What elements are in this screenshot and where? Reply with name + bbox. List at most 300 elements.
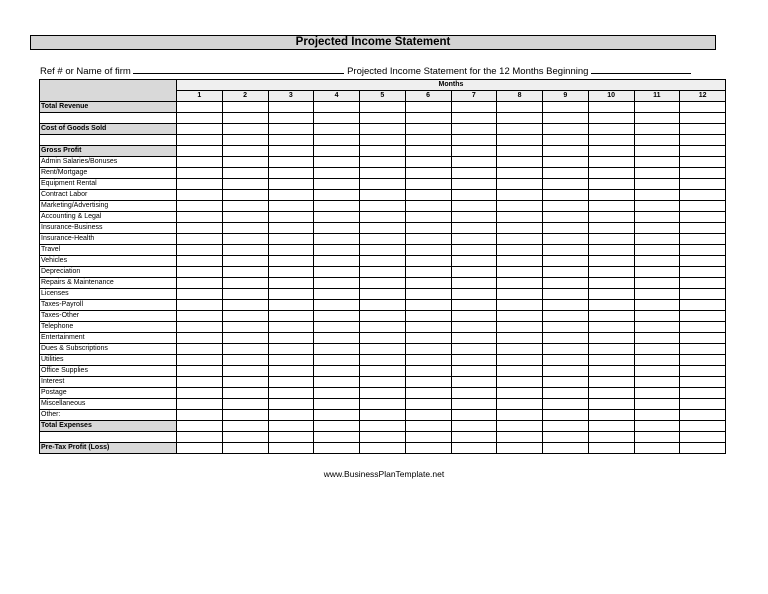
value-cell[interactable] xyxy=(497,102,543,113)
value-cell[interactable] xyxy=(680,212,726,223)
value-cell[interactable] xyxy=(360,157,406,168)
value-cell[interactable] xyxy=(680,443,726,454)
value-cell[interactable] xyxy=(634,223,680,234)
value-cell[interactable] xyxy=(497,300,543,311)
value-cell[interactable] xyxy=(268,410,314,421)
value-cell[interactable] xyxy=(497,443,543,454)
value-cell[interactable] xyxy=(451,333,497,344)
value-cell[interactable] xyxy=(588,300,634,311)
value-cell[interactable] xyxy=(543,289,589,300)
value-cell[interactable] xyxy=(588,201,634,212)
value-cell[interactable] xyxy=(405,443,451,454)
value-cell[interactable] xyxy=(588,267,634,278)
value-cell[interactable] xyxy=(680,432,726,443)
value-cell[interactable] xyxy=(268,223,314,234)
value-cell[interactable] xyxy=(177,223,223,234)
value-cell[interactable] xyxy=(451,212,497,223)
value-cell[interactable] xyxy=(314,146,360,157)
value-cell[interactable] xyxy=(634,201,680,212)
value-cell[interactable] xyxy=(634,245,680,256)
value-cell[interactable] xyxy=(497,201,543,212)
value-cell[interactable] xyxy=(588,443,634,454)
value-cell[interactable] xyxy=(222,267,268,278)
value-cell[interactable] xyxy=(405,190,451,201)
value-cell[interactable] xyxy=(177,245,223,256)
value-cell[interactable] xyxy=(451,289,497,300)
value-cell[interactable] xyxy=(314,278,360,289)
value-cell[interactable] xyxy=(543,377,589,388)
value-cell[interactable] xyxy=(268,168,314,179)
value-cell[interactable] xyxy=(405,421,451,432)
value-cell[interactable] xyxy=(360,135,406,146)
value-cell[interactable] xyxy=(543,311,589,322)
value-cell[interactable] xyxy=(588,355,634,366)
value-cell[interactable] xyxy=(588,113,634,124)
value-cell[interactable] xyxy=(451,300,497,311)
value-cell[interactable] xyxy=(177,179,223,190)
value-cell[interactable] xyxy=(634,311,680,322)
value-cell[interactable] xyxy=(177,168,223,179)
value-cell[interactable] xyxy=(543,432,589,443)
value-cell[interactable] xyxy=(314,201,360,212)
value-cell[interactable] xyxy=(543,234,589,245)
value-cell[interactable] xyxy=(634,300,680,311)
value-cell[interactable] xyxy=(680,278,726,289)
value-cell[interactable] xyxy=(543,322,589,333)
value-cell[interactable] xyxy=(588,223,634,234)
value-cell[interactable] xyxy=(543,278,589,289)
value-cell[interactable] xyxy=(222,300,268,311)
value-cell[interactable] xyxy=(222,355,268,366)
value-cell[interactable] xyxy=(634,212,680,223)
value-cell[interactable] xyxy=(588,421,634,432)
value-cell[interactable] xyxy=(680,245,726,256)
value-cell[interactable] xyxy=(222,432,268,443)
value-cell[interactable] xyxy=(314,124,360,135)
value-cell[interactable] xyxy=(177,388,223,399)
value-cell[interactable] xyxy=(222,311,268,322)
value-cell[interactable] xyxy=(360,355,406,366)
value-cell[interactable] xyxy=(314,300,360,311)
value-cell[interactable] xyxy=(451,234,497,245)
value-cell[interactable] xyxy=(222,245,268,256)
value-cell[interactable] xyxy=(314,366,360,377)
value-cell[interactable] xyxy=(360,366,406,377)
value-cell[interactable] xyxy=(588,289,634,300)
value-cell[interactable] xyxy=(222,223,268,234)
value-cell[interactable] xyxy=(680,366,726,377)
value-cell[interactable] xyxy=(451,245,497,256)
value-cell[interactable] xyxy=(543,421,589,432)
value-cell[interactable] xyxy=(222,234,268,245)
value-cell[interactable] xyxy=(497,311,543,322)
value-cell[interactable] xyxy=(451,124,497,135)
value-cell[interactable] xyxy=(222,388,268,399)
value-cell[interactable] xyxy=(360,443,406,454)
value-cell[interactable] xyxy=(451,190,497,201)
value-cell[interactable] xyxy=(222,421,268,432)
value-cell[interactable] xyxy=(360,377,406,388)
value-cell[interactable] xyxy=(360,223,406,234)
value-cell[interactable] xyxy=(497,234,543,245)
value-cell[interactable] xyxy=(268,124,314,135)
value-cell[interactable] xyxy=(360,300,406,311)
value-cell[interactable] xyxy=(314,135,360,146)
value-cell[interactable] xyxy=(543,300,589,311)
value-cell[interactable] xyxy=(634,399,680,410)
value-cell[interactable] xyxy=(314,421,360,432)
value-cell[interactable] xyxy=(634,102,680,113)
value-cell[interactable] xyxy=(405,322,451,333)
value-cell[interactable] xyxy=(222,168,268,179)
value-cell[interactable] xyxy=(634,278,680,289)
value-cell[interactable] xyxy=(222,344,268,355)
value-cell[interactable] xyxy=(360,179,406,190)
value-cell[interactable] xyxy=(314,377,360,388)
value-cell[interactable] xyxy=(177,102,223,113)
value-cell[interactable] xyxy=(680,344,726,355)
value-cell[interactable] xyxy=(268,179,314,190)
value-cell[interactable] xyxy=(543,190,589,201)
value-cell[interactable] xyxy=(543,399,589,410)
value-cell[interactable] xyxy=(268,421,314,432)
value-cell[interactable] xyxy=(543,124,589,135)
value-cell[interactable] xyxy=(360,278,406,289)
value-cell[interactable] xyxy=(497,278,543,289)
value-cell[interactable] xyxy=(314,432,360,443)
value-cell[interactable] xyxy=(405,223,451,234)
value-cell[interactable] xyxy=(405,113,451,124)
value-cell[interactable] xyxy=(314,256,360,267)
value-cell[interactable] xyxy=(360,399,406,410)
value-cell[interactable] xyxy=(680,289,726,300)
value-cell[interactable] xyxy=(314,157,360,168)
value-cell[interactable] xyxy=(222,135,268,146)
value-cell[interactable] xyxy=(405,157,451,168)
value-cell[interactable] xyxy=(222,146,268,157)
value-cell[interactable] xyxy=(268,190,314,201)
value-cell[interactable] xyxy=(268,311,314,322)
value-cell[interactable] xyxy=(451,113,497,124)
value-cell[interactable] xyxy=(268,355,314,366)
value-cell[interactable] xyxy=(543,212,589,223)
value-cell[interactable] xyxy=(177,135,223,146)
value-cell[interactable] xyxy=(543,157,589,168)
value-cell[interactable] xyxy=(360,124,406,135)
value-cell[interactable] xyxy=(360,311,406,322)
value-cell[interactable] xyxy=(360,333,406,344)
value-cell[interactable] xyxy=(314,333,360,344)
value-cell[interactable] xyxy=(222,157,268,168)
value-cell[interactable] xyxy=(177,432,223,443)
value-cell[interactable] xyxy=(588,377,634,388)
value-cell[interactable] xyxy=(268,102,314,113)
value-cell[interactable] xyxy=(497,146,543,157)
value-cell[interactable] xyxy=(222,410,268,421)
value-cell[interactable] xyxy=(268,443,314,454)
value-cell[interactable] xyxy=(680,234,726,245)
value-cell[interactable] xyxy=(360,267,406,278)
value-cell[interactable] xyxy=(222,124,268,135)
value-cell[interactable] xyxy=(543,135,589,146)
value-cell[interactable] xyxy=(680,267,726,278)
value-cell[interactable] xyxy=(497,113,543,124)
value-cell[interactable] xyxy=(451,399,497,410)
value-cell[interactable] xyxy=(588,146,634,157)
value-cell[interactable] xyxy=(222,102,268,113)
value-cell[interactable] xyxy=(680,256,726,267)
value-cell[interactable] xyxy=(543,410,589,421)
value-cell[interactable] xyxy=(405,355,451,366)
value-cell[interactable] xyxy=(314,355,360,366)
value-cell[interactable] xyxy=(451,443,497,454)
value-cell[interactable] xyxy=(405,146,451,157)
value-cell[interactable] xyxy=(497,399,543,410)
value-cell[interactable] xyxy=(222,190,268,201)
value-cell[interactable] xyxy=(268,377,314,388)
value-cell[interactable] xyxy=(177,113,223,124)
value-cell[interactable] xyxy=(222,322,268,333)
value-cell[interactable] xyxy=(680,410,726,421)
value-cell[interactable] xyxy=(634,168,680,179)
value-cell[interactable] xyxy=(588,179,634,190)
value-cell[interactable] xyxy=(497,289,543,300)
value-cell[interactable] xyxy=(222,399,268,410)
value-cell[interactable] xyxy=(497,333,543,344)
value-cell[interactable] xyxy=(497,157,543,168)
value-cell[interactable] xyxy=(314,179,360,190)
value-cell[interactable] xyxy=(680,399,726,410)
value-cell[interactable] xyxy=(222,113,268,124)
value-cell[interactable] xyxy=(314,234,360,245)
value-cell[interactable] xyxy=(314,289,360,300)
value-cell[interactable] xyxy=(222,443,268,454)
value-cell[interactable] xyxy=(177,377,223,388)
value-cell[interactable] xyxy=(314,212,360,223)
value-cell[interactable] xyxy=(634,267,680,278)
value-cell[interactable] xyxy=(634,366,680,377)
value-cell[interactable] xyxy=(405,179,451,190)
value-cell[interactable] xyxy=(405,311,451,322)
value-cell[interactable] xyxy=(543,168,589,179)
value-cell[interactable] xyxy=(497,168,543,179)
value-cell[interactable] xyxy=(405,135,451,146)
value-cell[interactable] xyxy=(543,201,589,212)
value-cell[interactable] xyxy=(314,267,360,278)
value-cell[interactable] xyxy=(222,366,268,377)
value-cell[interactable] xyxy=(680,168,726,179)
value-cell[interactable] xyxy=(680,157,726,168)
value-cell[interactable] xyxy=(680,421,726,432)
value-cell[interactable] xyxy=(588,432,634,443)
value-cell[interactable] xyxy=(588,234,634,245)
value-cell[interactable] xyxy=(680,311,726,322)
value-cell[interactable] xyxy=(634,432,680,443)
value-cell[interactable] xyxy=(451,179,497,190)
value-cell[interactable] xyxy=(451,377,497,388)
value-cell[interactable] xyxy=(588,245,634,256)
value-cell[interactable] xyxy=(360,245,406,256)
value-cell[interactable] xyxy=(268,333,314,344)
value-cell[interactable] xyxy=(451,432,497,443)
value-cell[interactable] xyxy=(451,366,497,377)
value-cell[interactable] xyxy=(588,168,634,179)
value-cell[interactable] xyxy=(634,355,680,366)
value-cell[interactable] xyxy=(405,388,451,399)
value-cell[interactable] xyxy=(634,190,680,201)
value-cell[interactable] xyxy=(634,344,680,355)
value-cell[interactable] xyxy=(268,135,314,146)
value-cell[interactable] xyxy=(360,410,406,421)
value-cell[interactable] xyxy=(497,245,543,256)
value-cell[interactable] xyxy=(405,432,451,443)
value-cell[interactable] xyxy=(360,212,406,223)
value-cell[interactable] xyxy=(268,399,314,410)
value-cell[interactable] xyxy=(177,399,223,410)
value-cell[interactable] xyxy=(497,124,543,135)
value-cell[interactable] xyxy=(588,278,634,289)
value-cell[interactable] xyxy=(268,289,314,300)
value-cell[interactable] xyxy=(405,201,451,212)
value-cell[interactable] xyxy=(634,322,680,333)
value-cell[interactable] xyxy=(222,289,268,300)
value-cell[interactable] xyxy=(543,388,589,399)
value-cell[interactable] xyxy=(543,113,589,124)
value-cell[interactable] xyxy=(497,388,543,399)
value-cell[interactable] xyxy=(451,157,497,168)
value-cell[interactable] xyxy=(543,443,589,454)
value-cell[interactable] xyxy=(543,256,589,267)
value-cell[interactable] xyxy=(680,333,726,344)
value-cell[interactable] xyxy=(497,366,543,377)
value-cell[interactable] xyxy=(497,179,543,190)
value-cell[interactable] xyxy=(405,366,451,377)
value-cell[interactable] xyxy=(680,190,726,201)
value-cell[interactable] xyxy=(314,102,360,113)
value-cell[interactable] xyxy=(497,432,543,443)
value-cell[interactable] xyxy=(405,212,451,223)
value-cell[interactable] xyxy=(405,278,451,289)
value-cell[interactable] xyxy=(634,377,680,388)
value-cell[interactable] xyxy=(543,223,589,234)
value-cell[interactable] xyxy=(177,267,223,278)
value-cell[interactable] xyxy=(177,333,223,344)
value-cell[interactable] xyxy=(268,388,314,399)
value-cell[interactable] xyxy=(360,234,406,245)
value-cell[interactable] xyxy=(314,344,360,355)
value-cell[interactable] xyxy=(268,267,314,278)
value-cell[interactable] xyxy=(451,168,497,179)
value-cell[interactable] xyxy=(588,399,634,410)
value-cell[interactable] xyxy=(360,113,406,124)
value-cell[interactable] xyxy=(405,377,451,388)
value-cell[interactable] xyxy=(177,410,223,421)
value-cell[interactable] xyxy=(634,146,680,157)
value-cell[interactable] xyxy=(588,135,634,146)
value-cell[interactable] xyxy=(588,388,634,399)
value-cell[interactable] xyxy=(497,344,543,355)
value-cell[interactable] xyxy=(588,322,634,333)
value-cell[interactable] xyxy=(451,223,497,234)
value-cell[interactable] xyxy=(314,399,360,410)
value-cell[interactable] xyxy=(360,344,406,355)
value-cell[interactable] xyxy=(634,124,680,135)
value-cell[interactable] xyxy=(543,146,589,157)
value-cell[interactable] xyxy=(268,157,314,168)
value-cell[interactable] xyxy=(680,388,726,399)
value-cell[interactable] xyxy=(405,344,451,355)
value-cell[interactable] xyxy=(451,355,497,366)
value-cell[interactable] xyxy=(360,388,406,399)
value-cell[interactable] xyxy=(222,333,268,344)
value-cell[interactable] xyxy=(177,256,223,267)
value-cell[interactable] xyxy=(405,300,451,311)
value-cell[interactable] xyxy=(405,333,451,344)
value-cell[interactable] xyxy=(405,124,451,135)
value-cell[interactable] xyxy=(268,300,314,311)
value-cell[interactable] xyxy=(177,421,223,432)
value-cell[interactable] xyxy=(314,322,360,333)
value-cell[interactable] xyxy=(543,333,589,344)
value-cell[interactable] xyxy=(177,124,223,135)
value-cell[interactable] xyxy=(588,311,634,322)
value-cell[interactable] xyxy=(177,146,223,157)
value-cell[interactable] xyxy=(497,377,543,388)
value-cell[interactable] xyxy=(268,366,314,377)
value-cell[interactable] xyxy=(360,432,406,443)
value-cell[interactable] xyxy=(314,223,360,234)
value-cell[interactable] xyxy=(360,146,406,157)
value-cell[interactable] xyxy=(314,113,360,124)
value-cell[interactable] xyxy=(360,289,406,300)
value-cell[interactable] xyxy=(222,201,268,212)
value-cell[interactable] xyxy=(268,344,314,355)
value-cell[interactable] xyxy=(360,256,406,267)
value-cell[interactable] xyxy=(177,355,223,366)
value-cell[interactable] xyxy=(634,179,680,190)
value-cell[interactable] xyxy=(588,212,634,223)
value-cell[interactable] xyxy=(268,201,314,212)
value-cell[interactable] xyxy=(360,102,406,113)
value-cell[interactable] xyxy=(405,245,451,256)
value-cell[interactable] xyxy=(405,289,451,300)
value-cell[interactable] xyxy=(451,146,497,157)
value-cell[interactable] xyxy=(634,256,680,267)
value-cell[interactable] xyxy=(405,256,451,267)
value-cell[interactable] xyxy=(543,366,589,377)
value-cell[interactable] xyxy=(634,333,680,344)
value-cell[interactable] xyxy=(222,278,268,289)
value-cell[interactable] xyxy=(268,245,314,256)
value-cell[interactable] xyxy=(314,311,360,322)
value-cell[interactable] xyxy=(405,234,451,245)
value-cell[interactable] xyxy=(177,212,223,223)
value-cell[interactable] xyxy=(588,157,634,168)
value-cell[interactable] xyxy=(177,234,223,245)
period-start-input-line[interactable] xyxy=(591,62,691,74)
value-cell[interactable] xyxy=(497,322,543,333)
value-cell[interactable] xyxy=(314,388,360,399)
value-cell[interactable] xyxy=(451,322,497,333)
value-cell[interactable] xyxy=(634,234,680,245)
value-cell[interactable] xyxy=(588,124,634,135)
value-cell[interactable] xyxy=(360,322,406,333)
value-cell[interactable] xyxy=(680,322,726,333)
value-cell[interactable] xyxy=(497,355,543,366)
value-cell[interactable] xyxy=(360,421,406,432)
value-cell[interactable] xyxy=(634,135,680,146)
value-cell[interactable] xyxy=(405,168,451,179)
